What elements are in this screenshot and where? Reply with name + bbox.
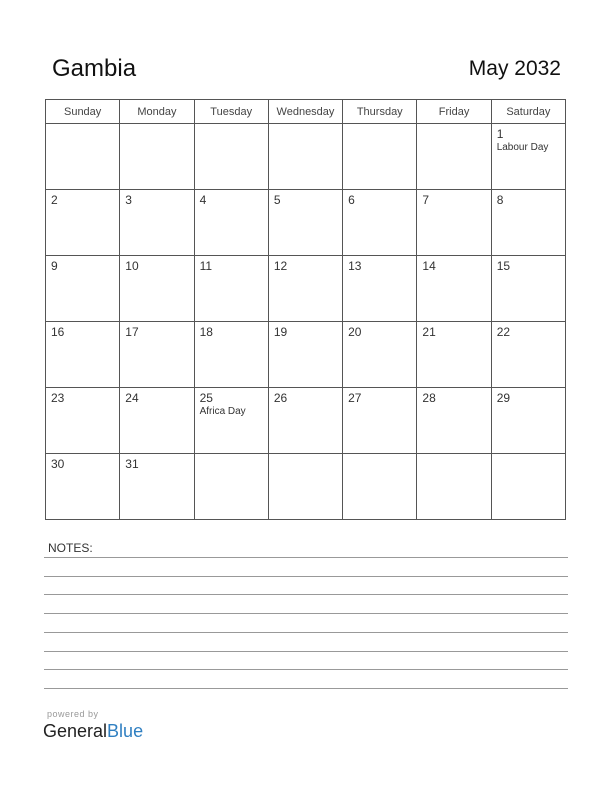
- brand-name-blue: Blue: [107, 721, 144, 741]
- week-row: [46, 388, 566, 454]
- weekday-wednesday: Wednesday: [268, 100, 342, 124]
- week-row: [46, 322, 566, 388]
- day-cell: [194, 124, 268, 190]
- day-number: 25: [199, 391, 213, 405]
- day-number: 17: [125, 325, 139, 339]
- day-cell: [194, 322, 268, 388]
- day-cell: [491, 256, 565, 322]
- day-cell: [46, 124, 120, 190]
- day-number: 3: [125, 193, 132, 207]
- day-cell: [194, 454, 268, 520]
- note-line: [44, 557, 568, 558]
- day-number: 4: [199, 193, 207, 207]
- day-cell: [417, 124, 491, 190]
- note-line: [44, 651, 568, 652]
- day-number: 7: [422, 193, 430, 207]
- week-row: [46, 256, 566, 322]
- day-number: 14: [422, 259, 436, 273]
- day-number: [417, 454, 490, 457]
- day-cell: [491, 322, 565, 388]
- day-number: 2: [51, 193, 58, 207]
- day-cell: [194, 388, 268, 454]
- day-cell: [46, 256, 120, 322]
- day-cell: [343, 454, 417, 520]
- day-number: [195, 124, 268, 127]
- week-row: [46, 190, 566, 256]
- weekday-thursday: Thursday: [343, 100, 417, 124]
- day-cell: [491, 454, 565, 520]
- day-number: 27: [348, 391, 362, 405]
- day-number: 21: [422, 325, 436, 339]
- day-number: 16: [51, 325, 65, 339]
- month-title: May 2032: [468, 57, 561, 80]
- day-number: [46, 124, 119, 127]
- day-cell: [343, 256, 417, 322]
- day-number: 18: [199, 325, 213, 339]
- holiday-label: Labour Day: [496, 142, 549, 153]
- weekday-sunday: Sunday: [46, 100, 120, 124]
- day-number: 6: [348, 193, 355, 207]
- brand-logo[interactable]: [43, 721, 143, 742]
- note-line: [44, 594, 568, 595]
- day-cell: [417, 190, 491, 256]
- day-number: 29: [496, 391, 511, 405]
- note-line: [44, 613, 568, 614]
- day-cell: [343, 190, 417, 256]
- day-number: 28: [422, 391, 436, 405]
- note-line: [44, 688, 568, 689]
- day-number: 23: [51, 391, 65, 405]
- day-number: [269, 124, 342, 127]
- weekday-monday: Monday: [120, 100, 194, 124]
- day-cell: [194, 256, 268, 322]
- day-number: 10: [125, 259, 139, 273]
- day-cell: [417, 256, 491, 322]
- day-number: 31: [125, 457, 139, 471]
- day-cell: [491, 190, 565, 256]
- day-cell: [46, 322, 120, 388]
- day-number: 12: [273, 259, 288, 273]
- day-number: 22: [496, 325, 511, 339]
- day-number: [343, 454, 416, 457]
- day-number: [269, 454, 342, 457]
- day-number: 26: [273, 391, 288, 405]
- day-number: 5: [273, 193, 281, 207]
- holiday-label: Africa Day: [199, 406, 246, 417]
- calendar-grid: [45, 99, 566, 520]
- weekday-tuesday: Tuesday: [194, 100, 268, 124]
- day-cell: [343, 388, 417, 454]
- day-cell: [268, 124, 342, 190]
- day-number: 15: [496, 259, 511, 273]
- notes-label: NOTES:: [48, 541, 93, 555]
- weekday-header-row: [46, 100, 566, 124]
- day-number: 1: [496, 127, 504, 141]
- week-row: [46, 124, 566, 190]
- day-number: [195, 454, 268, 457]
- day-cell: [417, 322, 491, 388]
- day-number: 8: [496, 193, 504, 207]
- day-cell: [343, 124, 417, 190]
- day-cell: [491, 124, 565, 190]
- day-cell: [120, 454, 194, 520]
- day-cell: [120, 256, 194, 322]
- day-cell: [343, 322, 417, 388]
- day-number: 20: [348, 325, 362, 339]
- day-number: 11: [199, 259, 213, 273]
- day-number: 24: [125, 391, 139, 405]
- day-number: [492, 454, 565, 457]
- day-number: 30: [51, 457, 65, 471]
- brand-name-general: General: [43, 721, 108, 741]
- day-cell: [268, 388, 342, 454]
- day-cell: [268, 454, 342, 520]
- weekday-saturday: Saturday: [491, 100, 565, 124]
- day-cell: [491, 388, 565, 454]
- day-number: [120, 124, 193, 127]
- day-cell: [120, 190, 194, 256]
- day-cell: [417, 388, 491, 454]
- day-number: [417, 124, 490, 127]
- day-number: [343, 124, 416, 127]
- day-cell: [417, 454, 491, 520]
- day-cell: [46, 190, 120, 256]
- note-line: [44, 632, 568, 633]
- day-number: 19: [273, 325, 288, 339]
- day-cell: [194, 190, 268, 256]
- day-cell: [120, 388, 194, 454]
- note-line: [44, 576, 568, 577]
- day-cell: [46, 388, 120, 454]
- note-line: [44, 669, 568, 670]
- week-row: [46, 454, 566, 520]
- day-cell: [120, 124, 194, 190]
- day-cell: [268, 322, 342, 388]
- day-cell: [268, 190, 342, 256]
- country-title: Gambia: [52, 55, 137, 82]
- day-cell: [46, 454, 120, 520]
- day-cell: [120, 322, 194, 388]
- powered-by-text: powered by: [47, 709, 99, 719]
- weekday-friday: Friday: [417, 100, 491, 124]
- day-cell: [268, 256, 342, 322]
- day-number: 9: [51, 259, 58, 273]
- day-number: 13: [348, 259, 362, 273]
